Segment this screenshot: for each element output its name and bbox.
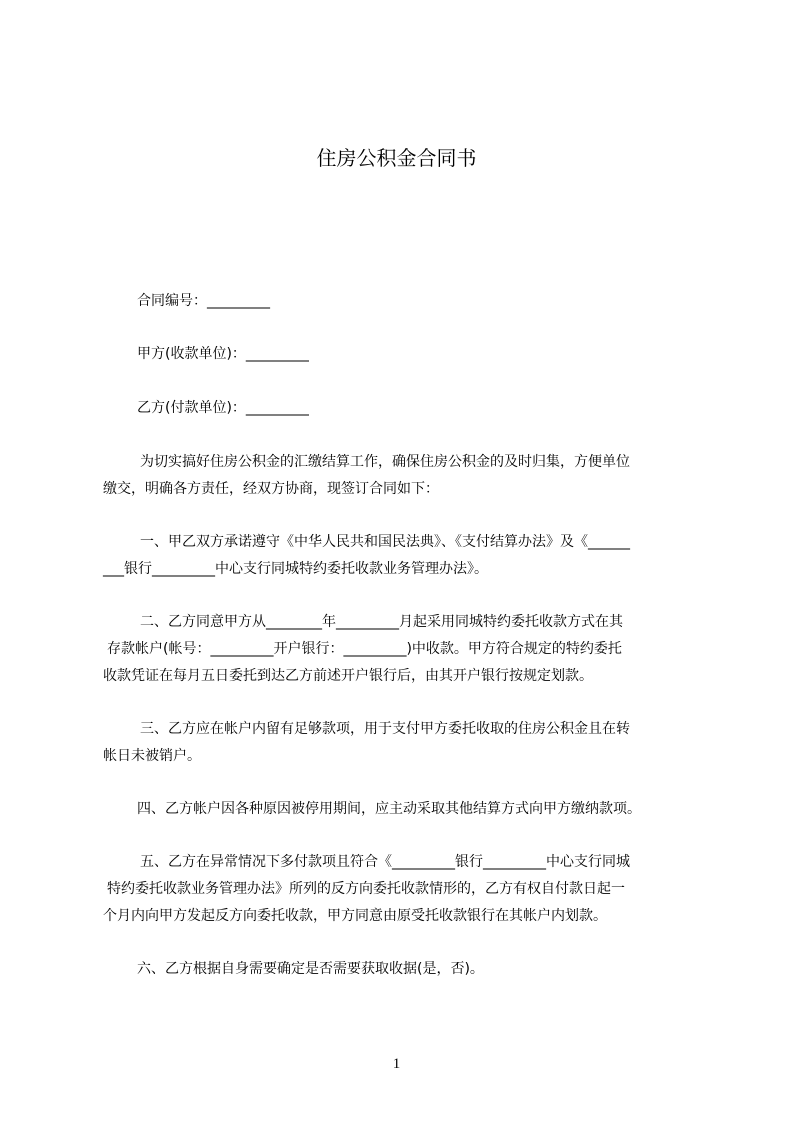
clause-3-line-1: 三、乙方应在帐户内留有足够款项，用于支付甲方委托收取的住房公积金且在转 bbox=[140, 721, 630, 737]
clause-1-line-1: 一、甲乙双方承诺遵守《中华人民共和国民法典》、《支付结算办法》及《______ bbox=[140, 534, 630, 550]
party-b-field: 乙方(付款单位)：_________ bbox=[137, 400, 309, 416]
page-number: 1 bbox=[392, 1056, 401, 1072]
clause-5-line-2: 特约委托收款业务管理办法》所列的反方向委托收款情形的，乙方有权自付款日起一 bbox=[107, 881, 625, 897]
clause-5-line-3: 个月内向甲方发起反方向委托收款，甲方同意由原受托收款银行在其帐户内划款。 bbox=[103, 908, 607, 924]
clause-4-line-1: 四、乙方帐户因各种原因被停用期间，应主动采取其他结算方式向甲方缴纳款项。 bbox=[137, 801, 641, 817]
clause-1-line-2: ___银行_________中心支行同城特约委托收款业务管理办法》。 bbox=[103, 561, 488, 577]
clause-5-line-1: 五、乙方在异常情况下多付款项且符合《_________银行_________中心支行同城 bbox=[140, 854, 630, 870]
contract-number-field: 合同编号：_________ bbox=[137, 293, 270, 309]
intro-line-1: 为切实搞好住房公积金的汇缴结算工作，确保住房公积金的及时归集，方便单位 bbox=[140, 454, 630, 470]
clause-6-line-1: 六、乙方根据自身需要确定是否需要获取收据(是，否)。 bbox=[137, 961, 484, 977]
clause-2-line-2: 存款帐户(帐号：_________开户银行：_________)中收款。甲方符合规定的特约委托 bbox=[107, 641, 622, 657]
clause-2-line-1: 二、乙方同意甲方从________年_________月起采用同城特约委托收款方式在其 bbox=[140, 614, 623, 630]
intro-line-2: 缴交，明确各方责任，经双方协商，现签订合同如下： bbox=[103, 481, 439, 497]
document-title: 住房公积金合同书 bbox=[316, 146, 477, 170]
party-a-field: 甲方(收款单位)：_________ bbox=[137, 346, 309, 362]
clause-3-line-2: 帐日未被销户。 bbox=[103, 748, 201, 764]
clause-2-line-3: 收款凭证在每月五日委托到达乙方前述开户银行后，由其开户银行按规定划款。 bbox=[103, 668, 593, 684]
